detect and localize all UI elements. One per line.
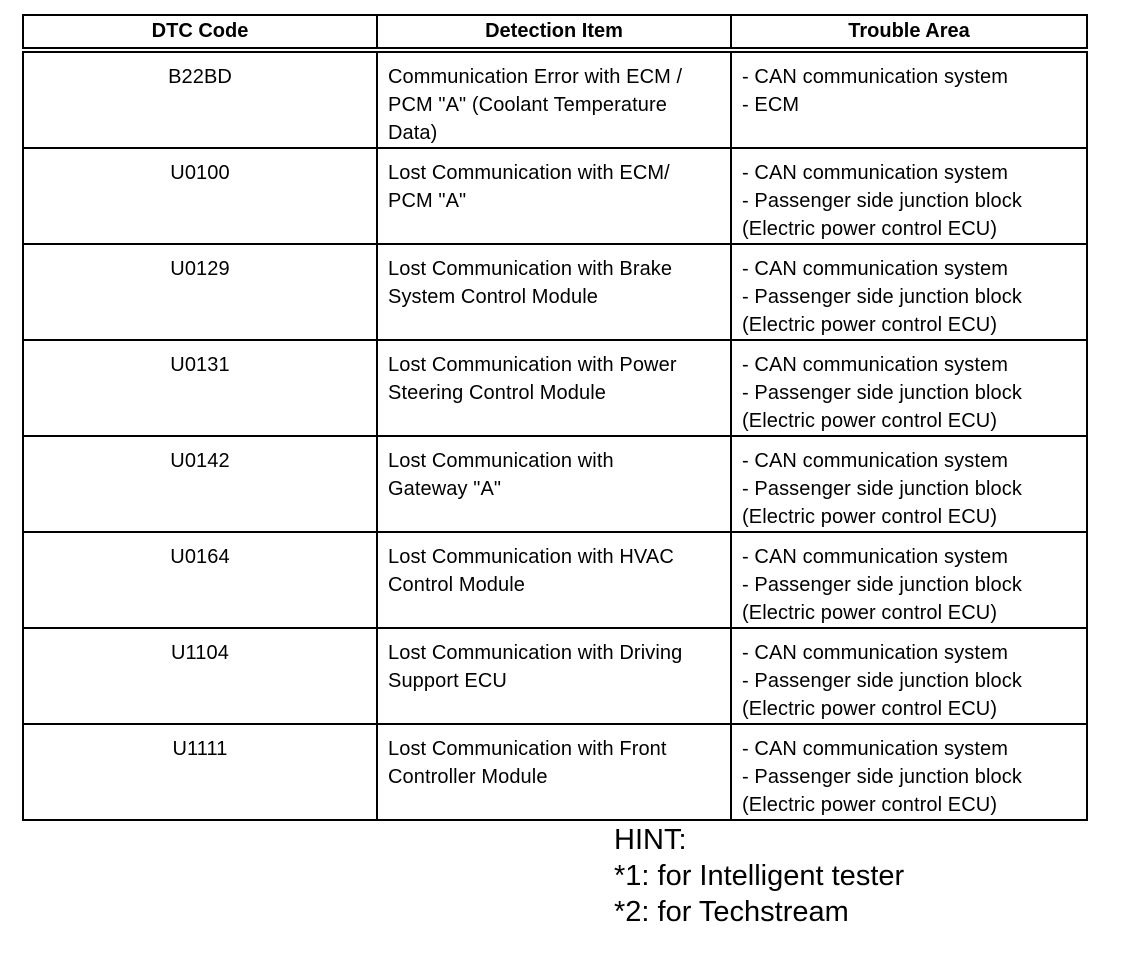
table-row — [23, 436, 1087, 532]
header-trouble-area: Trouble Area — [731, 15, 1087, 50]
trouble-area-line: - Passenger side junction block — [742, 670, 1022, 692]
dtc-code-cell: U0142 — [23, 436, 377, 532]
trouble-area-line: - Passenger side junction block — [742, 190, 1022, 212]
detection-item-line: Lost Communication with — [388, 450, 614, 472]
detection-item-cell — [377, 724, 731, 820]
detection-item-cell — [377, 244, 731, 340]
detection-item-line: PCM "A" (Coolant Temperature — [388, 94, 667, 116]
trouble-area-line: - Passenger side junction block — [742, 382, 1022, 404]
detection-item-line: Controller Module — [388, 766, 548, 788]
table-row — [23, 340, 1087, 436]
trouble-area-line: - ECM — [742, 94, 800, 116]
hint-block — [614, 822, 904, 930]
table-row — [23, 724, 1087, 820]
trouble-area-line: (Electric power control ECU) — [742, 314, 998, 336]
dtc-code-cell: U0131 — [23, 340, 377, 436]
dtc-code-cell: U1111 — [23, 724, 377, 820]
trouble-area-line: (Electric power control ECU) — [742, 218, 998, 240]
detection-item-line: Lost Communication with Front — [388, 738, 667, 760]
trouble-area-cell — [731, 532, 1087, 628]
hint-note-2: *2: for Techstream — [614, 896, 849, 928]
trouble-area-line: (Electric power control ECU) — [742, 602, 998, 624]
dtc-code-cell: U0100 — [23, 148, 377, 244]
trouble-area-cell — [731, 628, 1087, 724]
detection-item-line: Support ECU — [388, 670, 507, 692]
trouble-area-line: - CAN communication system — [742, 66, 1008, 88]
trouble-area-cell — [731, 724, 1087, 820]
detection-item-cell — [377, 532, 731, 628]
table-row — [23, 148, 1087, 244]
hint-note-1: *1: for Intelligent tester — [614, 860, 905, 892]
detection-item-line: PCM "A" — [388, 190, 467, 212]
header-detection-item: Detection Item — [377, 15, 731, 50]
header-dtc-code: DTC Code — [23, 15, 377, 50]
table-row — [23, 244, 1087, 340]
trouble-area-cell — [731, 244, 1087, 340]
trouble-area-line: (Electric power control ECU) — [742, 794, 998, 816]
trouble-area-line: (Electric power control ECU) — [742, 506, 998, 528]
dtc-table — [22, 14, 1088, 821]
table-row — [23, 628, 1087, 724]
trouble-area-line: - Passenger side junction block — [742, 286, 1022, 308]
hint-title: HINT: — [614, 824, 687, 856]
detection-item-line: System Control Module — [388, 286, 598, 308]
detection-item-cell — [377, 628, 731, 724]
detection-item-line: Lost Communication with Driving — [388, 642, 683, 664]
detection-item-line: Gateway "A" — [388, 478, 502, 500]
trouble-area-cell — [731, 340, 1087, 436]
trouble-area-line: - CAN communication system — [742, 738, 1008, 760]
trouble-area-line: - CAN communication system — [742, 354, 1008, 376]
detection-item-line: Lost Communication with HVAC — [388, 546, 674, 568]
trouble-area-cell — [731, 436, 1087, 532]
detection-item-line: Steering Control Module — [388, 382, 606, 404]
table-row — [23, 50, 1087, 148]
trouble-area-cell — [731, 50, 1087, 148]
trouble-area-line: - CAN communication system — [742, 258, 1008, 280]
detection-item-line: Control Module — [388, 574, 526, 596]
trouble-area-cell — [731, 148, 1087, 244]
dtc-code-cell: U0164 — [23, 532, 377, 628]
trouble-area-line: - CAN communication system — [742, 450, 1008, 472]
detection-item-line: Data) — [388, 122, 438, 144]
detection-item-cell — [377, 436, 731, 532]
trouble-area-line: (Electric power control ECU) — [742, 410, 998, 432]
trouble-area-line: - CAN communication system — [742, 642, 1008, 664]
table-header-row — [23, 15, 1087, 50]
trouble-area-line: - Passenger side junction block — [742, 766, 1022, 788]
trouble-area-line: - CAN communication system — [742, 162, 1008, 184]
detection-item-cell — [377, 148, 731, 244]
detection-item-line: Lost Communication with Power — [388, 354, 677, 376]
detection-item-line: Communication Error with ECM / — [388, 66, 683, 88]
dtc-code-cell: U0129 — [23, 244, 377, 340]
trouble-area-line: - Passenger side junction block — [742, 574, 1022, 596]
detection-item-line: Lost Communication with Brake — [388, 258, 673, 280]
table-body — [23, 50, 1087, 820]
table-row — [23, 532, 1087, 628]
trouble-area-line: (Electric power control ECU) — [742, 698, 998, 720]
dtc-code-cell: U1104 — [23, 628, 377, 724]
detection-item-line: Lost Communication with ECM/ — [388, 162, 670, 184]
trouble-area-line: - Passenger side junction block — [742, 478, 1022, 500]
detection-item-cell — [377, 50, 731, 148]
detection-item-cell — [377, 340, 731, 436]
trouble-area-line: - CAN communication system — [742, 546, 1008, 568]
dtc-code-cell: B22BD — [23, 50, 377, 148]
